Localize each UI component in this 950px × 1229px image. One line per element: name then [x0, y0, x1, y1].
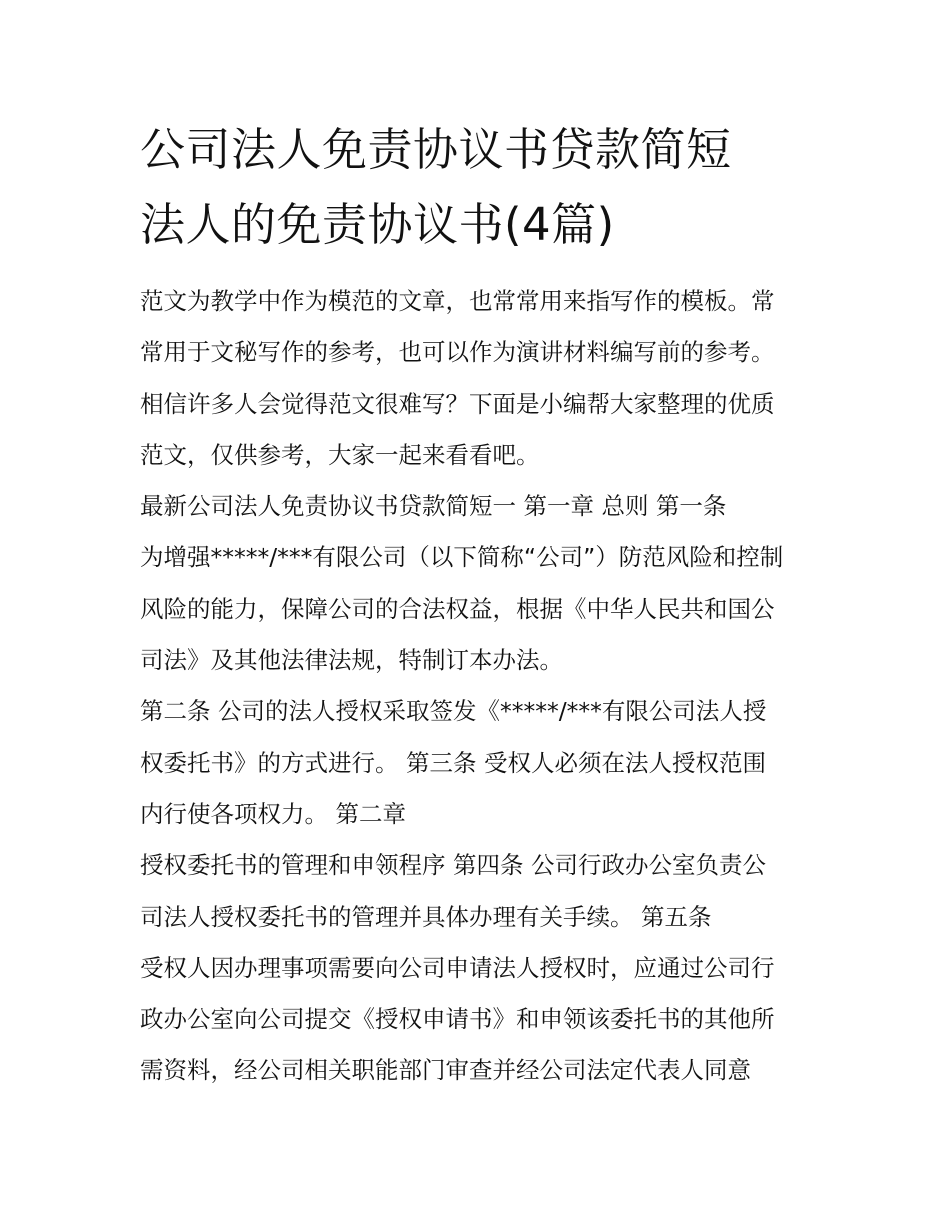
body-line: 政办公室向公司提交《授权申请书》和申领该委托书的其他所: [140, 1005, 775, 1034]
body-line: 受权人因办理事项需要向公司申请法人授权时，应通过公司行: [140, 953, 775, 982]
body-line: 最新公司法人免责协议书贷款简短一 第一章 总则 第一条: [140, 492, 727, 521]
document-body: [140, 276, 830, 1097]
body-line: 第二条 公司的法人授权采取签发《*****/***有限公司法人授: [140, 697, 767, 726]
body-line: 为增强*****/***有限公司（以下简称“公司”）防范风险和控制: [140, 543, 784, 572]
title-line-2: 法人的免责协议书(4篇): [140, 198, 615, 251]
body-line: 范文为教学中作为模范的文章，也常常用来指写作的模板。常: [140, 287, 775, 315]
body-line: 授权委托书的管理和申领程序 第四条 公司行政办公室负责公: [140, 851, 766, 880]
body-line: 内行使各项权力。 第二章: [140, 799, 406, 828]
body-line: 司法人授权委托书的管理并具体办理有关手续。 第五条: [140, 902, 712, 931]
body-line: 需资料，经公司相关职能部门审查并经公司法定代表人同意: [140, 1056, 751, 1085]
title-line-1: 公司法人免责协议书贷款简短: [140, 123, 732, 176]
body-line: 司法》及其他法律法规，特制订本办法。: [140, 646, 563, 675]
body-line: 常用于文秘写作的参考，也可以作为演讲材料编写前的参考。: [140, 338, 775, 367]
document-title: [140, 112, 830, 262]
body-line: 风险的能力，保障公司的合法权益，根据《中华人民共和国公: [140, 594, 775, 623]
body-line: 相信许多人会觉得范文很难写？下面是小编帮大家整理的优质: [140, 389, 775, 418]
document-page: [140, 112, 830, 1097]
body-line: 范文，仅供参考，大家一起来看看吧。: [140, 440, 540, 469]
body-line: 权委托书》的方式进行。 第三条 受权人必须在法人授权范围: [140, 748, 766, 777]
